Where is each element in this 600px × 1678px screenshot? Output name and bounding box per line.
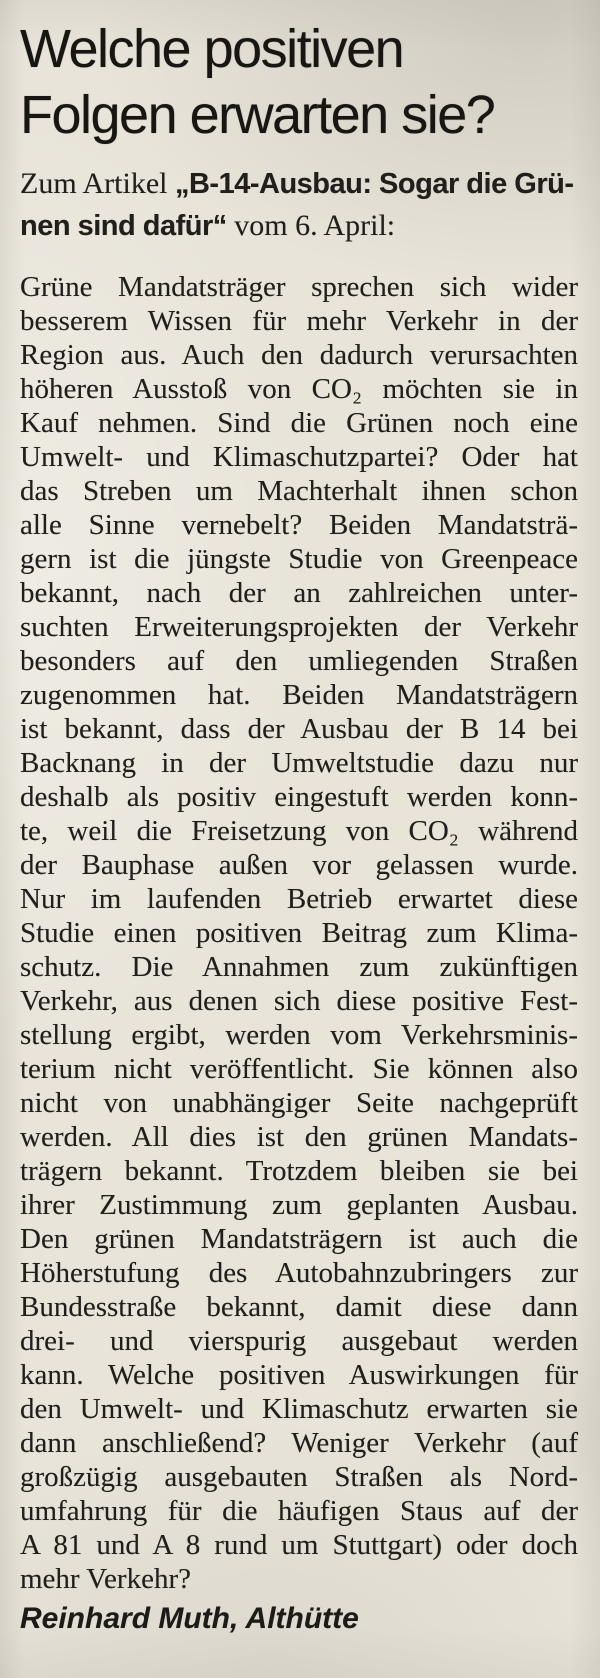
body-line: mehr Verkehr? <box>20 1563 191 1595</box>
body-line: Umwelt- und Klimaschutzpartei? Oder hat <box>20 441 578 473</box>
body-line: alle Sinne vernebelt? Beiden Mandatsträ- <box>20 509 578 541</box>
headline-line-2: Folgen erwarten sie? <box>20 85 495 145</box>
headline-line-1: Welche positiven <box>20 19 404 79</box>
body-line: Backnang in der Umweltstudie dazu nur <box>20 747 578 779</box>
body-line: den Umwelt- und Klimaschutz erwarten sie <box>20 1393 578 1425</box>
body-line: das Streben um Machterhalt ihnen schon <box>20 475 578 507</box>
body-line: schutz. Die Annahmen zum zukünftigen <box>20 951 578 983</box>
body-line: werden. All dies ist den grünen Mandats- <box>20 1121 578 1153</box>
body-line: Nur im laufenden Betrieb erwartet diese <box>20 883 578 915</box>
body-line: bekannt, nach der an zahlreichen unter- <box>20 577 578 609</box>
reference-date: vom 6. April: <box>226 209 396 242</box>
body-line: umfahrung für die häufigen Staus auf der <box>20 1495 578 1527</box>
body-line: ist bekannt, dass der Ausbau der B 14 bei <box>20 713 578 745</box>
letter-body <box>20 270 578 1596</box>
body-line: höheren Ausstoß von CO₂ möchten sie in <box>20 373 578 405</box>
body-line: terium nicht veröffentlicht. Sie können also <box>20 1053 578 1085</box>
body-line: Höherstufung des Autobahnzubringers zur <box>20 1257 578 1289</box>
headline <box>20 16 578 148</box>
body-line: Grüne Mandatsträger sprechen sich wider <box>20 271 578 303</box>
body-line: ihrer Zustimmung zum geplanten Ausbau. <box>20 1189 578 1221</box>
body-line: gern ist die jüngste Studie von Greenpeace <box>20 543 578 575</box>
body-line: suchten Erweiterungsprojekten der Verkehr <box>20 611 578 643</box>
body-line: Den grünen Mandatsträgern ist auch die <box>20 1223 578 1255</box>
body-line: besserem Wissen für mehr Verkehr in der <box>20 305 578 337</box>
body-line: Kauf nehmen. Sind die Grünen noch eine <box>20 407 578 439</box>
body-line: drei- und vierspurig ausgebaut werden <box>20 1325 578 1357</box>
body-line: Studie einen positiven Beitrag zum Klima- <box>20 917 578 949</box>
referenced-article-title-part2: nen sind dafür“ <box>20 210 227 242</box>
body-line: dann anschließend? Weniger Verkehr (auf <box>20 1427 578 1459</box>
body-line: der Bauphase außen vor gelassen wurde. <box>20 849 578 881</box>
body-line: deshalb als positiv eingestuft werden konn- <box>20 781 578 813</box>
reference-prefix: Zum Artikel <box>20 167 175 200</box>
body-line: trägern bekannt. Trotzdem bleiben sie bei <box>20 1155 578 1187</box>
body-line: Bundesstraße bekannt, damit diese dann <box>20 1291 578 1323</box>
referenced-article-title-part1: „B-14-Ausbau: Sogar die Grü- <box>174 168 574 200</box>
body-line: großzügig ausgebauten Straßen als Nord- <box>20 1461 578 1493</box>
body-line: kann. Welche positiven Auswirkungen für <box>20 1359 578 1391</box>
body-line: stellung ergibt, werden vom Verkehrsminis- <box>20 1019 578 1051</box>
body-line: Region aus. Auch den dadurch verursachten <box>20 339 578 371</box>
author-signature: Reinhard Muth, Althütte <box>20 1602 359 1635</box>
body-line: besonders auf den umliegenden Straßen <box>20 645 578 677</box>
body-line: nicht von unabhängiger Seite nachgeprüft <box>20 1087 578 1119</box>
article-reference <box>20 163 578 247</box>
body-line: A 81 und A 8 rund um Stuttgart) oder doch <box>20 1529 578 1561</box>
body-line: te, weil die Freisetzung von CO₂ während <box>20 815 578 847</box>
body-line: zugenommen hat. Beiden Mandatsträgern <box>20 679 578 711</box>
body-line: Verkehr, aus denen sich diese positive Fest- <box>20 985 578 1017</box>
